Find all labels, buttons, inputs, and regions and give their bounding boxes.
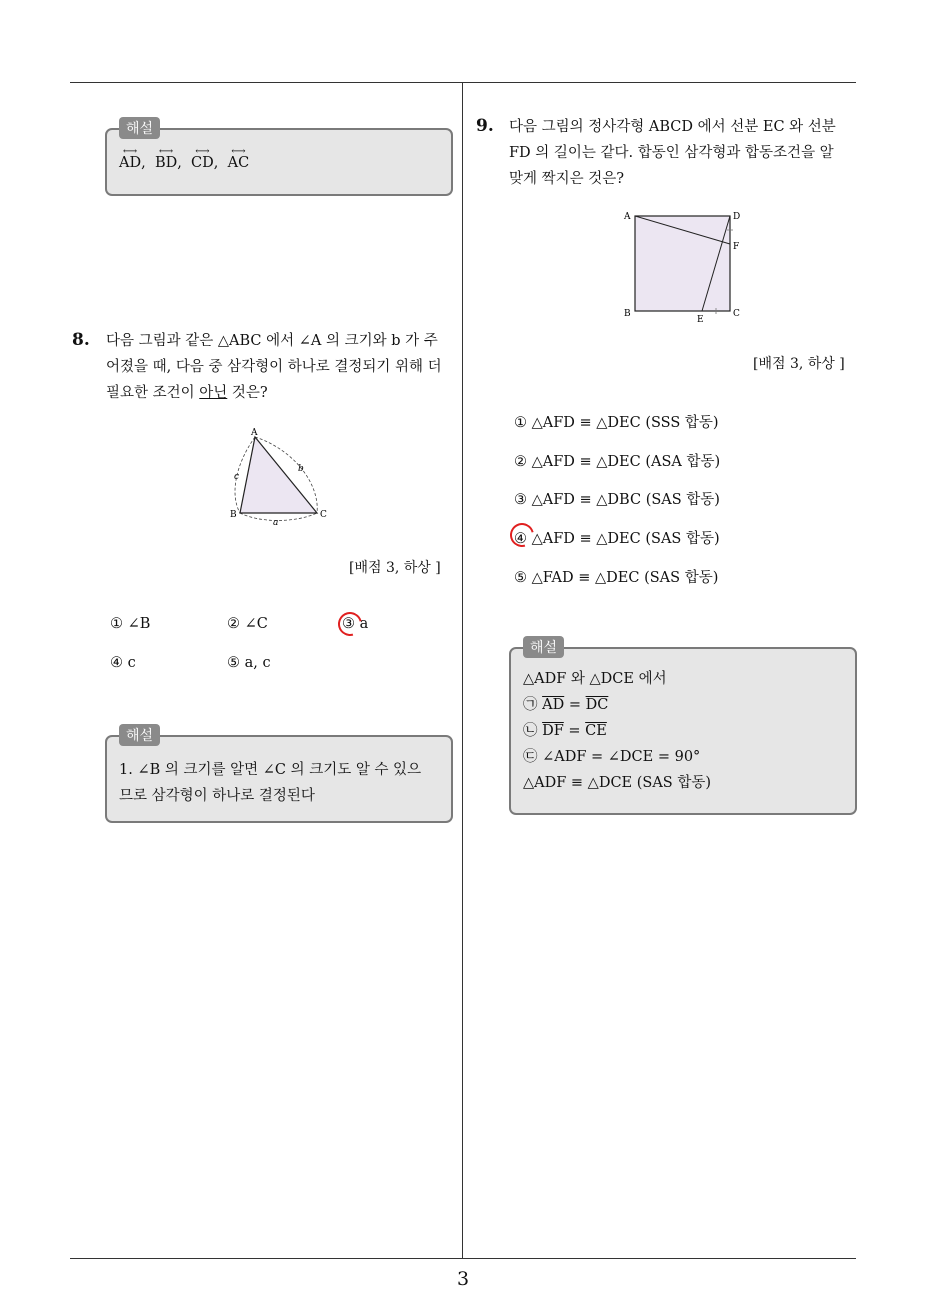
- option-8-3[interactable]: ③ a: [342, 616, 369, 632]
- score-q9: [배점 3, 하상 ]: [753, 356, 845, 372]
- label-E9: E: [697, 315, 704, 324]
- score-q8: [배점 3, 하상 ]: [349, 560, 441, 576]
- label-a: a: [273, 518, 279, 528]
- label-B9: B: [624, 309, 631, 319]
- question-9-text: 다음 그림의 정사각형 ABCD 에서 선분 EC 와 선분 FD 의 길이는 같다. 합동인 삼각형과 합동조건을 알 맞게 짝지은 것은?: [509, 119, 836, 187]
- option-8-1[interactable]: ① ∠B: [110, 616, 151, 632]
- option-8-2[interactable]: ② ∠C: [227, 616, 268, 632]
- label-C9: C: [733, 309, 740, 319]
- option-9-5[interactable]: ⑤ △FAD ≡ △DEC (SAS 합동): [514, 570, 719, 586]
- label-B: B: [230, 510, 237, 520]
- option-9-2[interactable]: ② △AFD ≡ △DEC (ASA 합동): [514, 454, 721, 470]
- answer-mark-q8: [334, 608, 367, 641]
- question-8-number: 8.: [72, 330, 90, 350]
- question-9-number: 9.: [476, 116, 494, 136]
- triangle-abc-figure: [225, 425, 335, 530]
- square-abcd-figure: [620, 206, 750, 324]
- solution-q9-body: △ADF 와 △DCE 에서 ㉠ $\overline{AD} = \overline{DC}$ ㉡ $\overline{DF} = \overline{CE}$ ㉢ ∠ADF = ∠DCE = 90° △ADF ≡ △DCE (SAS 합동): [523, 671, 712, 791]
- line-ac: ⟷ AC: [227, 146, 250, 171]
- label-A9: A: [624, 212, 631, 222]
- line-bd: ⟷ BD: [154, 146, 178, 171]
- solution-tag-q7: 해설: [119, 117, 160, 139]
- solution-box-q9: [509, 647, 857, 815]
- solution-q8-body: 1. ∠B 의 크기를 알면 ∠C 의 크기도 알 수 있으 므로 삼각형이 하나로 결정된다: [119, 762, 422, 804]
- option-9-4[interactable]: ④ △AFD ≡ △DEC (SAS 합동): [514, 531, 720, 547]
- label-C: C: [320, 510, 327, 520]
- label-c: c: [234, 472, 240, 482]
- page-number: 3: [456, 1268, 470, 1290]
- option-8-5[interactable]: ⑤ a, c: [227, 655, 271, 671]
- option-9-1[interactable]: ① △AFD ≡ △DEC (SSS 합동): [514, 415, 719, 431]
- solution-box-q8: [105, 735, 453, 823]
- line-cd: ⟷ CD: [191, 146, 214, 171]
- solution-tag-q9: 해설: [523, 636, 564, 658]
- bottom-rule: [70, 1258, 856, 1259]
- label-D9: D: [733, 212, 741, 222]
- solution-q7-body: ⟷ AD, ⟷ BD, ⟷ CD, ⟷ AC: [119, 146, 250, 171]
- label-F9: F: [733, 242, 740, 252]
- label-A: A: [251, 428, 258, 438]
- top-rule: [70, 82, 856, 83]
- option-9-3[interactable]: ③ △AFD ≡ △DBC (SAS 합동): [514, 492, 720, 508]
- line-ad: ⟷ AD: [119, 146, 142, 171]
- solution-tag-q8: 해설: [119, 724, 160, 746]
- label-b: b: [298, 464, 304, 474]
- question-8-text: 다음 그림과 같은 △ABC 에서 ∠A 의 크기와 b 가 주 어졌을 때, 다음 중 삼각형이 하나로 결정되기 위해 더 필요한 조건이 아닌 것은?: [106, 333, 442, 401]
- column-divider: [462, 82, 463, 1258]
- option-8-4[interactable]: ④ c: [110, 655, 136, 671]
